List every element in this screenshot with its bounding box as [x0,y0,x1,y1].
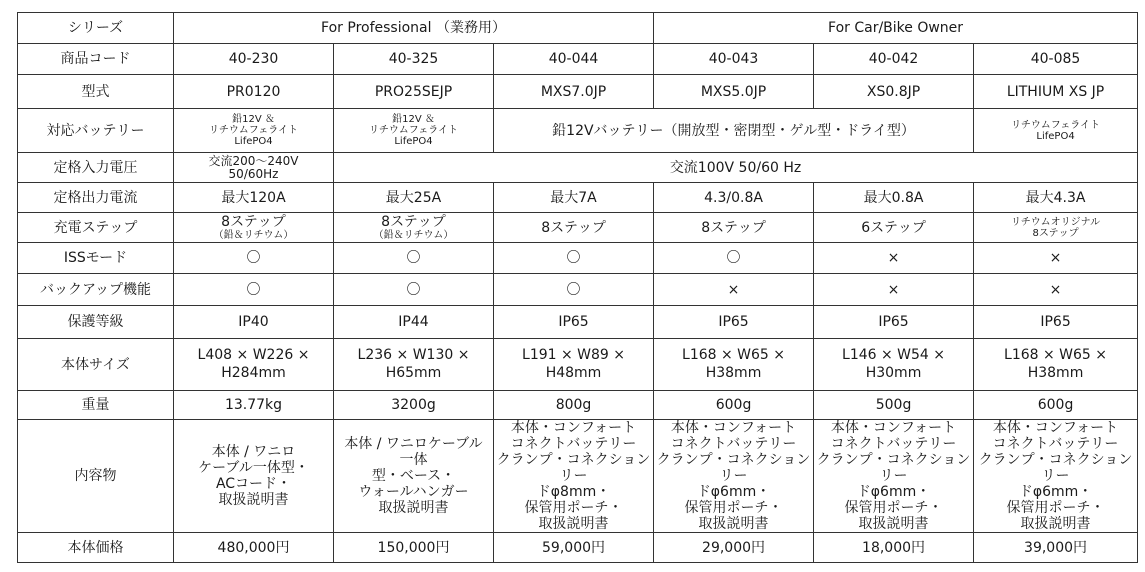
model-cell: PRO25SEJP [334,75,494,109]
input-line: 50/60Hz [228,166,279,181]
output-cell: 最大0.8A [814,183,974,213]
label-input: 定格入力電圧 [18,153,174,183]
size-line: H284mm [221,365,286,381]
battery-line: LifePO4 [394,136,433,147]
label-model: 型式 [18,75,174,109]
size-line: L236 × W130 × [357,347,470,363]
series-owner: For Car/Bike Owner [654,13,1138,44]
output-cell: 最大120A [174,183,334,213]
row-ip [18,306,1138,339]
contents-line: クランプ・コネクションリー [978,452,1133,484]
contents-cell [654,420,814,533]
size-cell [814,339,974,391]
steps-note: （鉛＆リチウム） [373,229,454,241]
contents-line: コネクトバッテリー [510,436,637,452]
code-cell: 40-042 [814,44,974,75]
label-weight: 重量 [18,391,174,420]
steps-cell: 6ステップ [814,213,974,243]
row-size [18,339,1138,391]
contents-line: 保管用ポーチ・ [1006,500,1105,516]
ip-cell: IP44 [334,306,494,339]
code-cell: 40-044 [494,44,654,75]
row-code [18,44,1138,75]
price-cell: 480,000円 [174,533,334,563]
price-cell: 150,000円 [334,533,494,563]
price-cell: 39,000円 [974,533,1138,563]
size-line: H30mm [865,365,922,381]
contents-line: ドφ8mm・ [536,484,611,500]
weight-cell: 600g [974,391,1138,420]
steps-cell: 8ステップ [494,213,654,243]
contents-line: 取扱説明書 [538,516,609,532]
steps-main: 8ステップ [221,213,286,230]
contents-line: 本体・コンフォート [992,420,1119,436]
battery-line: 鉛12V ＆ [232,114,275,125]
steps-main: 8ステップ [381,213,446,230]
battery-line: リチウムフェライト [369,125,458,136]
label-output: 定格出力電流 [18,183,174,213]
battery-line: LifePO4 [234,136,273,147]
contents-line: 本体・コンフォート [670,420,797,436]
input-span: 交流100V 50/60 Hz [334,153,1138,183]
size-line: H38mm [705,365,762,381]
size-line: H65mm [385,365,442,381]
label-backup: バックアップ機能 [18,274,174,306]
row-battery [18,109,1138,153]
ip-cell: IP40 [174,306,334,339]
output-cell: 4.3/0.8A [654,183,814,213]
row-contents [18,420,1138,533]
battery-line: 鉛12V ＆ [392,114,435,125]
iss-cell: 〇 [654,243,814,274]
code-cell: 40-043 [654,44,814,75]
row-backup [18,274,1138,306]
size-line: H48mm [545,365,602,381]
backup-cell: 〇 [494,274,654,306]
ip-cell: IP65 [814,306,974,339]
label-series: シリーズ [18,13,174,44]
code-cell: 40-085 [974,44,1138,75]
battery-cell [974,109,1138,153]
contents-line: 取扱説明書 [218,492,289,508]
backup-cell: × [974,274,1138,306]
label-code: 商品コード [18,44,174,75]
steps-note: （鉛＆リチウム） [213,229,294,241]
iss-cell: 〇 [174,243,334,274]
spec-table [17,12,1138,563]
output-cell: 最大25A [334,183,494,213]
battery-line: LifePO4 [1036,130,1075,142]
weight-cell: 600g [654,391,814,420]
label-size: 本体サイズ [18,339,174,391]
steps-cell [974,213,1138,243]
ip-cell: IP65 [494,306,654,339]
size-cell [974,339,1138,391]
contents-line: コネクトバッテリー [830,436,957,452]
code-cell: 40-230 [174,44,334,75]
contents-line: ケーブル一体型・ [198,460,309,476]
size-line: L168 × W65 × [682,347,786,363]
steps-cell: 8ステップ [654,213,814,243]
contents-line: クランプ・コネクションリー [656,452,811,484]
contents-line: ドφ6mm・ [856,484,931,500]
weight-cell: 3200g [334,391,494,420]
weight-cell: 800g [494,391,654,420]
label-contents: 内容物 [18,420,174,533]
code-cell: 40-325 [334,44,494,75]
size-cell [174,339,334,391]
size-line: L408 × W226 × [197,347,310,363]
backup-cell: × [814,274,974,306]
contents-line: 保管用ポーチ・ [844,500,943,516]
ip-cell: IP65 [974,306,1138,339]
price-cell: 59,000円 [494,533,654,563]
steps-cell [334,213,494,243]
size-cell [494,339,654,391]
backup-cell: 〇 [334,274,494,306]
iss-cell: 〇 [494,243,654,274]
weight-cell: 500g [814,391,974,420]
contents-line: ドφ6mm・ [1018,484,1093,500]
size-line: L191 × W89 × [522,347,626,363]
contents-cell [334,420,494,533]
size-line: L168 × W65 × [1004,347,1108,363]
label-steps: 充電ステップ [18,213,174,243]
input-cell [174,153,334,183]
price-cell: 18,000円 [814,533,974,563]
battery-cell [174,109,334,153]
contents-line: ウォールハンガー [358,484,469,500]
steps-line: リチウムオリジナル [1010,216,1101,228]
label-ip: 保護等級 [18,306,174,339]
size-cell [334,339,494,391]
contents-line: 取扱説明書 [698,516,769,532]
contents-line: 本体・コンフォート [510,420,637,436]
label-iss: ISSモード [18,243,174,274]
contents-line: 本体 / ワニロケーブル 一体 [344,436,483,468]
contents-line: ドφ6mm・ [696,484,771,500]
row-input [18,153,1138,183]
contents-line: ACコード・ [215,476,292,492]
iss-cell: × [814,243,974,274]
output-cell: 最大4.3A [974,183,1138,213]
backup-cell: × [654,274,814,306]
contents-line: 本体 / ワニロ [211,444,296,460]
iss-cell: × [974,243,1138,274]
contents-line: 取扱説明書 [1020,516,1091,532]
model-cell: PR0120 [174,75,334,109]
contents-line: 取扱説明書 [378,500,449,516]
row-price [18,533,1138,563]
model-cell: LITHIUM XS JP [974,75,1138,109]
price-cell: 29,000円 [654,533,814,563]
row-model [18,75,1138,109]
series-professional: For Professional （業務用） [174,13,654,44]
weight-cell: 13.77kg [174,391,334,420]
contents-line: 保管用ポーチ・ [524,500,623,516]
model-cell: MXS5.0JP [654,75,814,109]
contents-line: 型・ベース・ [371,468,456,484]
contents-line: 取扱説明書 [858,516,929,532]
contents-line: 本体・コンフォート [830,420,957,436]
contents-cell [174,420,334,533]
contents-cell [494,420,654,533]
label-price: 本体価格 [18,533,174,563]
battery-cell [334,109,494,153]
model-cell: MXS7.0JP [494,75,654,109]
contents-cell [974,420,1138,533]
row-iss [18,243,1138,274]
steps-cell [174,213,334,243]
output-cell: 最大7A [494,183,654,213]
input-line: 交流200〜240V [208,153,299,168]
contents-line: クランプ・コネクションリー [496,452,651,484]
battery-lead-span: 鉛12Vバッテリー（開放型・密閉型・ゲル型・ドライ型） [494,109,974,153]
contents-line: コネクトバッテリー [992,436,1119,452]
row-output [18,183,1138,213]
backup-cell: 〇 [174,274,334,306]
battery-line: リチウムフェライト [209,125,298,136]
size-cell [654,339,814,391]
label-battery: 対応バッテリー [18,109,174,153]
steps-line: 8ステップ [1032,227,1079,239]
size-line: H38mm [1027,365,1084,381]
iss-cell: 〇 [334,243,494,274]
row-series [18,13,1138,44]
contents-cell [814,420,974,533]
contents-line: クランプ・コネクションリー [816,452,971,484]
model-cell: XS0.8JP [814,75,974,109]
ip-cell: IP65 [654,306,814,339]
contents-line: コネクトバッテリー [670,436,797,452]
contents-line: 保管用ポーチ・ [684,500,783,516]
row-steps [18,213,1138,243]
battery-line: リチウムフェライト [1011,119,1100,131]
row-weight [18,391,1138,420]
size-line: L146 × W54 × [842,347,946,363]
